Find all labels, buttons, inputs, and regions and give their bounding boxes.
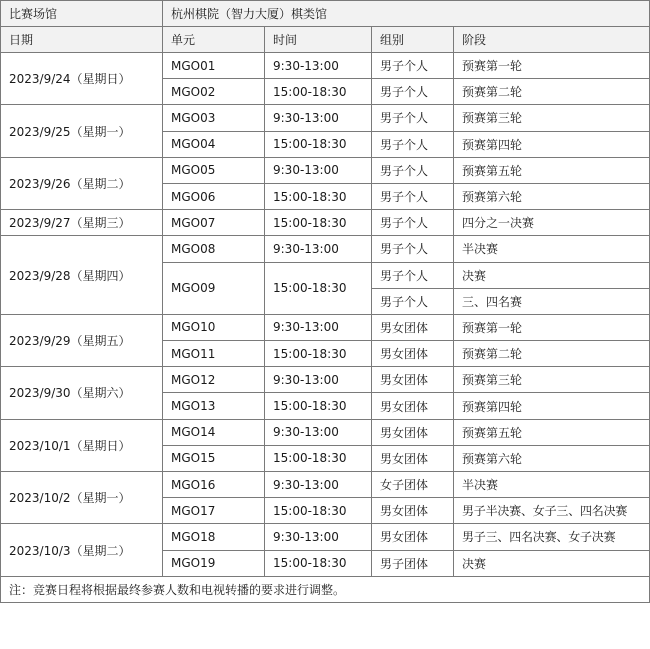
time-cell: 15:00-18:30 [265, 79, 372, 105]
stage-cell: 预赛第六轮 [454, 445, 650, 471]
unit-cell: MGO17 [163, 498, 265, 524]
time-cell: 15:00-18:30 [265, 210, 372, 236]
group-cell: 男子个人 [372, 288, 454, 314]
table-row [1, 210, 650, 236]
time-cell: 15:00-18:30 [265, 550, 372, 576]
table-row [1, 236, 650, 262]
group-cell: 男女团体 [372, 367, 454, 393]
group-cell: 男子团体 [372, 550, 454, 576]
group-cell: 男女团体 [372, 419, 454, 445]
group-cell: 男子个人 [372, 131, 454, 157]
time-cell: 9:30-13:00 [265, 524, 372, 550]
stage-cell: 决赛 [454, 262, 650, 288]
date-cell: 2023/9/27（星期三） [1, 210, 163, 236]
date-cell: 2023/10/1（星期日） [1, 419, 163, 471]
unit-cell: MGO10 [163, 314, 265, 340]
unit-cell: MGO07 [163, 210, 265, 236]
unit-cell: MGO19 [163, 550, 265, 576]
unit-cell: MGO14 [163, 419, 265, 445]
header-time: 时间 [265, 27, 372, 53]
group-cell: 男子个人 [372, 210, 454, 236]
unit-cell: MGO09 [163, 262, 265, 314]
stage-cell: 预赛第四轮 [454, 131, 650, 157]
unit-cell: MGO05 [163, 157, 265, 183]
unit-cell: MGO01 [163, 53, 265, 79]
unit-cell: MGO03 [163, 105, 265, 131]
time-cell: 15:00-18:30 [265, 131, 372, 157]
unit-cell: MGO06 [163, 183, 265, 209]
header-row [1, 27, 650, 53]
unit-cell: MGO15 [163, 445, 265, 471]
stage-cell: 男子三、四名决赛、女子决赛 [454, 524, 650, 550]
stage-cell: 预赛第五轮 [454, 157, 650, 183]
stage-cell: 预赛第三轮 [454, 105, 650, 131]
table-row [1, 157, 650, 183]
venue-name: 杭州棋院（智力大厦）棋类馆 [163, 1, 650, 27]
group-cell: 男子个人 [372, 262, 454, 288]
date-cell: 2023/10/2（星期一） [1, 472, 163, 524]
date-cell: 2023/9/25（星期一） [1, 105, 163, 157]
group-cell: 男女团体 [372, 524, 454, 550]
table-row [1, 419, 650, 445]
time-cell: 9:30-13:00 [265, 53, 372, 79]
date-cell: 2023/10/3（星期二） [1, 524, 163, 576]
date-cell: 2023/9/26（星期二） [1, 157, 163, 209]
stage-cell: 三、四名赛 [454, 288, 650, 314]
table-row [1, 367, 650, 393]
table-row [1, 53, 650, 79]
header-date: 日期 [1, 27, 163, 53]
header-group: 组别 [372, 27, 454, 53]
unit-cell: MGO12 [163, 367, 265, 393]
date-cell: 2023/9/30（星期六） [1, 367, 163, 419]
group-cell: 男子个人 [372, 105, 454, 131]
table-row [1, 105, 650, 131]
time-cell: 9:30-13:00 [265, 105, 372, 131]
time-cell: 9:30-13:00 [265, 236, 372, 262]
group-cell: 男女团体 [372, 314, 454, 340]
unit-cell: MGO02 [163, 79, 265, 105]
group-cell: 男女团体 [372, 498, 454, 524]
unit-cell: MGO11 [163, 341, 265, 367]
date-cell: 2023/9/24（星期日） [1, 53, 163, 105]
header-unit: 单元 [163, 27, 265, 53]
group-cell: 男子个人 [372, 53, 454, 79]
time-cell: 9:30-13:00 [265, 367, 372, 393]
unit-cell: MGO18 [163, 524, 265, 550]
time-cell: 15:00-18:30 [265, 183, 372, 209]
stage-cell: 半决赛 [454, 236, 650, 262]
stage-cell: 半决赛 [454, 472, 650, 498]
stage-cell: 预赛第二轮 [454, 79, 650, 105]
time-cell: 9:30-13:00 [265, 314, 372, 340]
stage-cell: 预赛第二轮 [454, 341, 650, 367]
note-row [1, 576, 650, 602]
stage-cell: 四分之一决赛 [454, 210, 650, 236]
time-cell: 15:00-18:30 [265, 341, 372, 367]
venue-row [1, 1, 650, 27]
group-cell: 男女团体 [372, 445, 454, 471]
stage-cell: 预赛第一轮 [454, 53, 650, 79]
time-cell: 9:30-13:00 [265, 419, 372, 445]
date-cell: 2023/9/29（星期五） [1, 314, 163, 366]
group-cell: 男子个人 [372, 79, 454, 105]
unit-cell: MGO16 [163, 472, 265, 498]
stage-cell: 预赛第五轮 [454, 419, 650, 445]
stage-cell: 决赛 [454, 550, 650, 576]
time-cell: 9:30-13:00 [265, 157, 372, 183]
schedule-note: 注：竞赛日程将根据最终参赛人数和电视转播的要求进行调整。 [1, 576, 650, 602]
group-cell: 男女团体 [372, 341, 454, 367]
stage-cell: 预赛第三轮 [454, 367, 650, 393]
time-cell: 9:30-13:00 [265, 472, 372, 498]
stage-cell: 预赛第四轮 [454, 393, 650, 419]
time-cell: 15:00-18:30 [265, 498, 372, 524]
group-cell: 男子个人 [372, 183, 454, 209]
table-row [1, 314, 650, 340]
stage-cell: 预赛第六轮 [454, 183, 650, 209]
group-cell: 男女团体 [372, 393, 454, 419]
time-cell: 15:00-18:30 [265, 262, 372, 314]
stage-cell: 预赛第一轮 [454, 314, 650, 340]
group-cell: 男子个人 [372, 157, 454, 183]
unit-cell: MGO04 [163, 131, 265, 157]
unit-cell: MGO08 [163, 236, 265, 262]
date-cell: 2023/9/28（星期四） [1, 236, 163, 315]
group-cell: 男子个人 [372, 236, 454, 262]
header-stage: 阶段 [454, 27, 650, 53]
group-cell: 女子团体 [372, 472, 454, 498]
unit-cell: MGO13 [163, 393, 265, 419]
time-cell: 15:00-18:30 [265, 445, 372, 471]
venue-label: 比赛场馆 [1, 1, 163, 27]
time-cell: 15:00-18:30 [265, 393, 372, 419]
table-row [1, 472, 650, 498]
stage-cell: 男子半决赛、女子三、四名决赛 [454, 498, 650, 524]
